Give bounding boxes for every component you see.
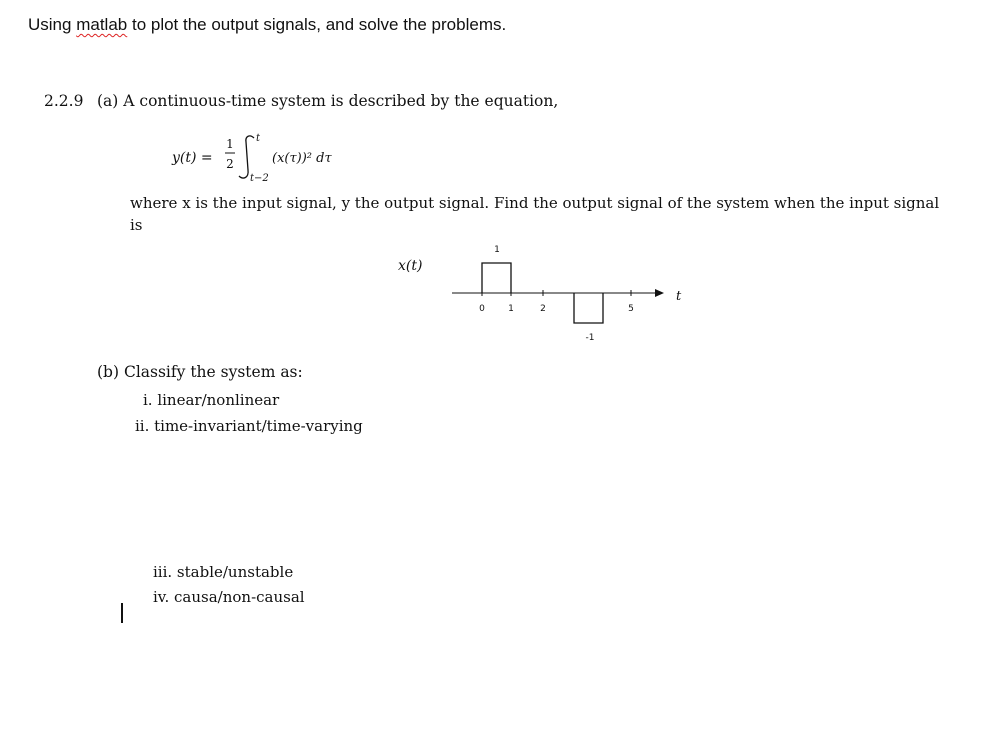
fraction-numerator: 1: [226, 137, 234, 151]
heading-prefix: Using: [28, 15, 72, 34]
classification-item: iii. stable/unstable: [153, 563, 294, 581]
classification-item: iv. causa/non-causal: [153, 588, 305, 606]
axis-arrow: [655, 289, 664, 297]
page-heading: [28, 15, 506, 35]
integral-sign: [239, 136, 254, 178]
tick-label-1: 1: [508, 304, 514, 314]
integral-lower-limit: t−2: [250, 173, 269, 184]
equation-lhs: y(t) =: [172, 150, 213, 166]
low-level-label: -1: [585, 333, 595, 343]
heading-suffix: to plot the output signals, and solve the problems.: [131, 15, 507, 34]
tick-label-2: 2: [540, 304, 546, 314]
signal-description-end: is: [130, 216, 143, 234]
integrand: (x(τ))² dτ: [272, 151, 332, 166]
problem-number: 2.2.9: [44, 92, 84, 110]
part-b-text: Classify the system as:: [123, 363, 303, 381]
input-signal-plot: [398, 240, 700, 350]
tick-label-5: 5: [628, 304, 634, 314]
fraction-denominator: 2: [226, 157, 234, 171]
signal-description: where x is the input signal, y the output signal. Find the output signal of the system when the input signal: [130, 194, 940, 212]
text-cursor[interactable]: [121, 603, 123, 623]
tick-label-0: 0: [479, 304, 485, 314]
classification-item: ii. time-invariant/time-varying: [135, 417, 363, 435]
part-a-statement: [97, 92, 558, 110]
positive-pulse: [482, 263, 511, 293]
part-a-text: A continuous-time system is described by the equation,: [123, 92, 559, 110]
integral-upper-limit: t: [256, 133, 261, 144]
equation: [172, 128, 392, 186]
spellcheck-flagged-word[interactable]: matlab: [76, 15, 128, 34]
part-b-statement: [97, 363, 303, 381]
classification-item: i. linear/nonlinear: [143, 391, 280, 409]
axis-label: t: [676, 289, 682, 304]
part-a-label: (a): [97, 92, 119, 110]
signal-label: x(t): [398, 258, 423, 274]
part-b-label: (b): [97, 363, 120, 381]
high-level-label: 1: [494, 245, 500, 255]
negative-pulse: [574, 293, 603, 323]
